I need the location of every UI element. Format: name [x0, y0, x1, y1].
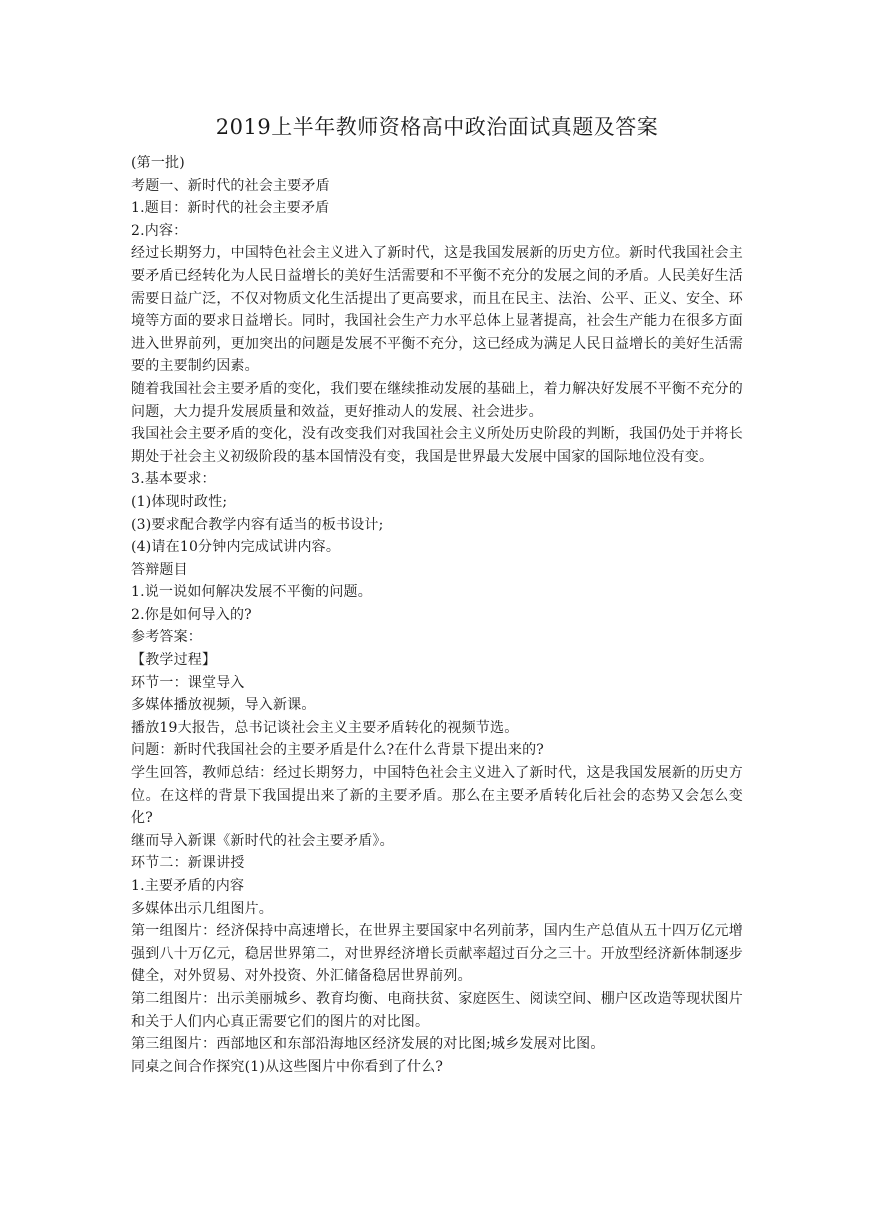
step-line: 第三组图片：西部地区和东部沿海地区经济发展的对比图;城乡发展对比图。 [131, 1036, 605, 1053]
topic-line: 1.题目：新时代的社会主要矛盾 [131, 200, 330, 217]
requirements-label: 3.基本要求： [131, 471, 216, 488]
defense-question: 1.说一说如何解决发展不平衡的问题。 [131, 584, 372, 601]
document-title: 2019上半年教师资格高中政治面试真题及答案 [215, 115, 659, 139]
step-line: 多媒体出示几组图片。 [131, 900, 273, 917]
step-line: 多媒体播放视频，导入新课。 [131, 697, 316, 714]
requirement-item: (1)体现时政性; [131, 493, 228, 510]
step-line: 播放19大报告，总书记谈社会主义主要矛盾转化的视频节选。 [131, 719, 519, 736]
answer-label: 参考答案： [131, 629, 202, 646]
step-line: 继而导入新课《新时代的社会主要矛盾》。 [131, 832, 394, 849]
content-paragraph: 我国社会主要矛盾的变化，没有改变我们对我国社会主义所处历史阶段的判断，我国仍处于并将长期处于社会主义初级阶段的基本国情没有变，我国是世界最大发展中国家的国际地位没有变。 [131, 426, 743, 465]
defense-question: 2.你是如何导入的? [131, 606, 252, 623]
step-paragraph: 学生回答，教师总结：经过长期努力，中国特色社会主义进入了新时代，这是我国发展新的历史方位。在这样的背景下我国提出来了新的主要矛盾。那么在主要矛盾转化后社会的态势又会怎么变化? [131, 765, 743, 827]
step-paragraph: 第二组图片：出示美丽城乡、教育均衡、电商扶贫、家庭医生、阅读空间、棚户区改造等现状图片和关于人们内心真正需要它们的图片的对比图。 [131, 990, 743, 1030]
content-paragraph: 经过长期努力，中国特色社会主义进入了新时代，这是我国发展新的历史方位。新时代我国社会主要矛盾已经转化为人民日益增长的美好生活需要和不平衡不充分的发展之间的矛盾。人民美好生活需要日益广泛，不仅对物质文化生活提出了更高要求，而且在民主、法治、公平、正义、安全、环境等方面的要求日益增长。同时，我国社会生产力水平总体上显著提高，社会生产能力在很多方面进入世界前列，更加突出的问题是发展不平衡不充分，这已经成为满足人民日益增长的美好生活需要的主要制约因素。 [131, 245, 743, 375]
document-page [131, 112, 743, 1078]
batch-label: (第一批) [131, 155, 185, 171]
requirement-item: (4)请在10分钟内完成试讲内容。 [131, 539, 341, 556]
step-paragraph: 第一组图片：经济保持中高速增长，在世界主要国家中名列前茅，国内生产总值从五十四万亿元增强到八十万亿元，稳居世界第二，对世界经济增长贡献率超过百分之三十。开放型经济新体制逐步健全，对外贸易、对外投资、外汇储备稳居世界前列。 [131, 923, 743, 985]
step-line: 问题：新时代我国社会的主要矛盾是什么?在什么背景下提出来的? [131, 742, 545, 759]
content-paragraph: 随着我国社会主要矛盾的变化，我们要在继续推动发展的基础上，着力解决好发展不平衡不充分的问题，大力提升发展质量和效益，更好推动人的发展、社会进步。 [131, 380, 743, 420]
requirement-item: (3)要求配合教学内容有适当的板书设计; [131, 516, 384, 533]
step-heading: 环节一：课堂导入 [131, 674, 245, 691]
step-line: 1.主要矛盾的内容 [131, 878, 245, 894]
step-line: 同桌之间合作探究(1)从这些图片中你看到了什么? [131, 1058, 444, 1075]
process-label: 【教学过程】 [131, 652, 217, 669]
defense-label: 答辩题目 [131, 561, 188, 578]
content-label: 2.内容： [131, 222, 188, 239]
step-heading: 环节二：新课讲授 [131, 855, 245, 872]
question-heading: 考题一、新时代的社会主要矛盾 [131, 177, 330, 194]
